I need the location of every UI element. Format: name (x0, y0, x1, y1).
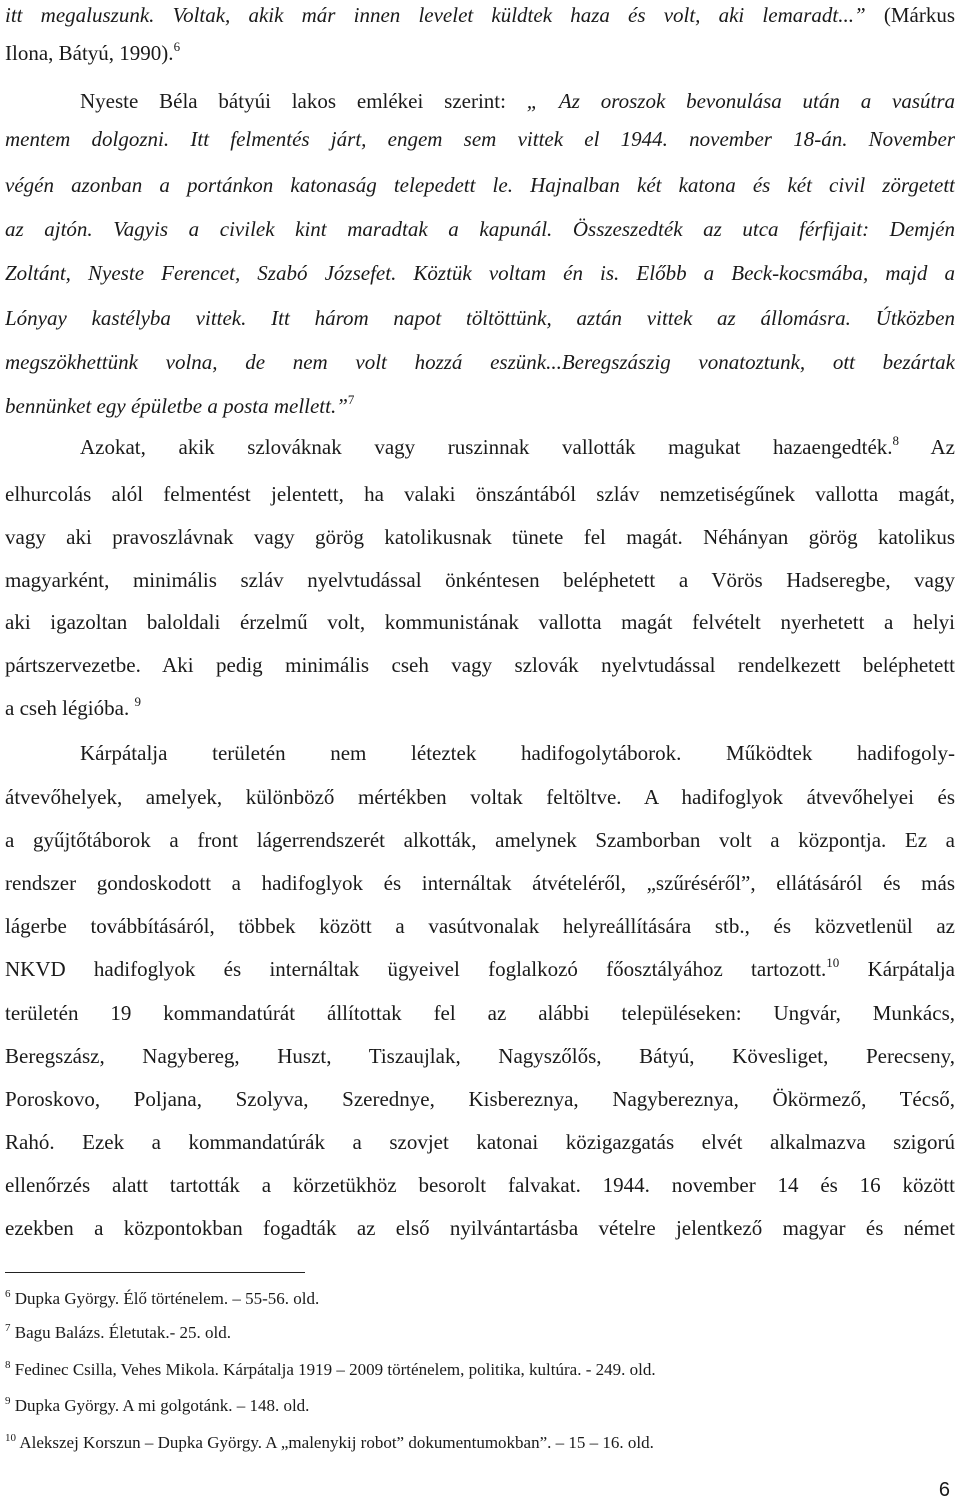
footnote-ref-6[interactable]: 6 (173, 40, 181, 54)
paragraph-4-line-7: területén 19 kommandatúrát állítottak fel az alábbi településeken: Ungvár, Munkács, (5, 1001, 955, 1025)
paragraph-4-line-10: Rahó. Ezek a kommandatúrák a szovjet katonai közigazgatás elvét alkalmazva szigorú (5, 1130, 955, 1154)
paragraph-3-line-3: vagy aki pravoszlávnak vagy görög katolikusnak tünete fel magát. Néhányan görög katolikus (5, 525, 955, 549)
footnote-10: $^{10}$ Alekszej Korszun – Dupka György. A „malenykij robot” dokumentumokban”. – 15 – 16. old. (5, 1432, 654, 1452)
paragraph-4-line-2: átvevőhelyek, amelyek, különböző mértékben voltak feltöltve. A hadifoglyok átvevőhelyei és (5, 785, 955, 809)
paragraph-3-line-6: pártszervezetbe. Aki pedig minimális cseh vagy szlovák nyelvtudással rendelkezett beléphetett (5, 653, 955, 677)
paragraph-4-line-12: ezekben a központokban fogadták az első nyilvántartásba vételre jelentkező magyar és német (5, 1216, 955, 1240)
paragraph-3-line-5: aki igazoltan baloldali érzelmű volt, kommunistának vallotta magát felvételt nyerhetett a helyi (5, 610, 955, 634)
paragraph-2-line-2: mentem dolgozni. Itt felmentés járt, engem sem vittek el 1944. november 18-án. November (5, 127, 955, 151)
paragraph-3-line-2: elhurcolás alól felmentést jelentett, ha valaki önszántából szláv nemzetiségűnek vallotta magát, (5, 482, 955, 506)
paragraph-1-line-1: itt megaluszunk. Voltak, akik már innen levelet küldtek haza és volt, aki lemaradt...” (Márkus (5, 3, 955, 27)
paragraph-4-line-3: a gyűjtőtáborok a front lágerrendszerét alkották, amelynek Szamborban volt a központja. Ez a (5, 828, 955, 852)
paragraph-2-line-6: Lónyay kastélyba vittek. Itt három napot töltöttünk, aztán vittek az állomásra. Útközben (5, 306, 955, 330)
paragraph-1-line-2: Ilona, Bátyú, 1990).$^6$ (5, 40, 181, 65)
paragraph-4-line-6: NKVD hadifoglyok és internáltak ügyeivel foglalkozó főosztályához tartozott.$^{10}$ Kárpátalja (5, 956, 955, 981)
paragraph-2-line-1: Nyeste Béla bátyúi lakos emlékei szerint: „ Az oroszok bevonulása után a vasútra (80, 89, 955, 113)
footnote-ref-9[interactable]: 9 (134, 695, 141, 709)
paragraph-2-line-8: bennünket egy épületbe a posta mellett.”$^7$ (5, 393, 355, 418)
paragraph-2-line-7: megszökhettünk volna, de nem volt hozzá eszünk...Beregszászig vonatoztunk, ott bezártak (5, 350, 955, 374)
paragraph-4-line-5: lágerbe továbbításáról, többek között a vasútvonalak helyreállítására stb., és közvetlenül az (5, 914, 955, 938)
footnote-6: $^6$ Dupka György. Élő történelem. – 55-56. old. (5, 1288, 320, 1308)
paragraph-4-line-11: ellenőrzés alatt tartották a körzetükhöz besorolt falvakat. 1944. november 14 és 16 között (5, 1173, 955, 1197)
paragraph-3-line-4: magyarként, minimális szláv nyelvtudással önkéntesen beléphetett a Vörös Hadseregbe, vagy (5, 568, 955, 592)
paragraph-4-line-9: Poroskovo, Poljana, Szolyva, Szerednye, Kisbereznya, Nagybereznya, Ökörmező, Técső, (5, 1087, 955, 1111)
paragraph-4-line-4: rendszer gondoskodott a hadifoglyok és internáltak átvételéről, „szűréséről”, ellátásáról és más (5, 871, 955, 895)
paragraph-3-line-1: Azokat, akik szlováknak vagy ruszinnak vallották magukat hazaengedték.$^8$ Az (80, 434, 955, 459)
paragraph-3-line-7: a cseh légióba. $^9$ (5, 695, 141, 720)
paragraph-2-line-5: Zoltánt, Nyeste Ferencet, Szabó Józsefet. Köztük voltam én is. Előbb a Beck-kocsmába, majd a (5, 261, 955, 285)
paragraph-2-line-4: az ajtón. Vagyis a civilek kint maradtak a kapunál. Összeszedték az utca férfijait: Demjén (5, 217, 955, 241)
footnote-ref-8[interactable]: 8 (892, 434, 900, 448)
footnote-separator (5, 1272, 305, 1273)
footnote-ref-10[interactable]: 10 (826, 956, 840, 970)
page-number: 6 (938, 1479, 950, 1501)
footnote-8: $^8$ Fedinec Csilla, Vehes Mikola. Kárpátalja 1919 – 2009 történelem, politika, kultúra. - 249. old. (5, 1359, 656, 1379)
footnote-ref-7[interactable]: 7 (347, 393, 355, 407)
footnote-9: $^9$ Dupka György. A mi golgotánk. – 148. old. (5, 1395, 310, 1415)
paragraph-4-line-8: Beregszász, Nagybereg, Huszt, Tiszaujlak, Nagyszőlős, Bátyú, Kövesliget, Perecseny, (5, 1044, 955, 1068)
footnote-7: $^7$ Bagu Balázs. Életutak.- 25. old. (5, 1322, 231, 1342)
paragraph-2-line-3: végén azonban a portánkon katonaság telepedett le. Hajnalban két katona és két civil zörgetett (5, 173, 955, 197)
paragraph-4-line-1: Kárpátalja területén nem léteztek hadifogolytáborok. Működtek hadifogoly- (80, 741, 955, 765)
